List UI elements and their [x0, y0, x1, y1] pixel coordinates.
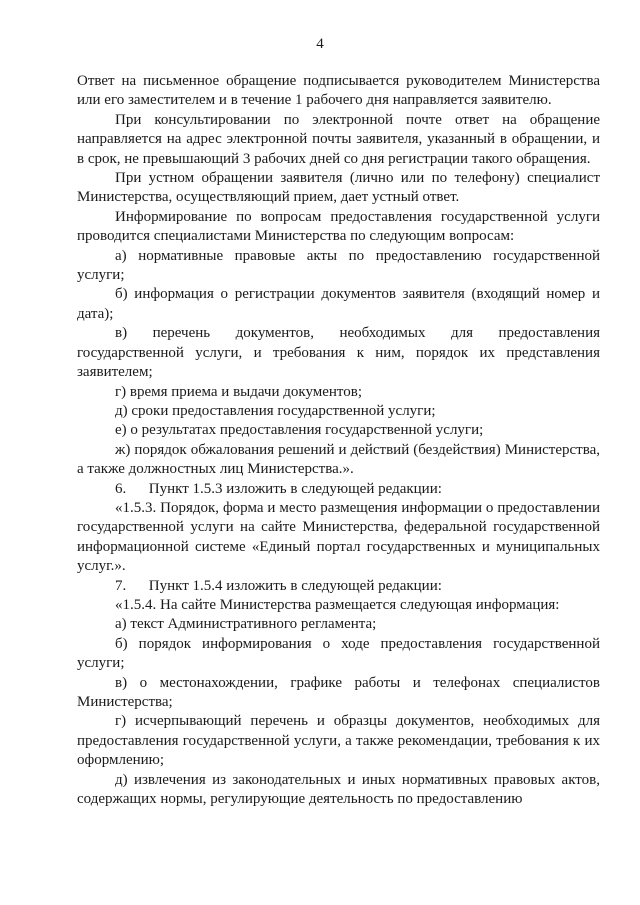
document-body [77, 72, 600, 809]
site-item-g: г) исчерпывающий перечень и образцы документов, необходимых для предоставления государственной услуги, а также рекомендации, требования к их оформлению; [77, 713, 600, 769]
site-item-a: а) текст Административного регламента; [115, 616, 377, 633]
paragraph-3: При устном обращении заявителя (лично или по телефону) специалист Министерства, осуществляющий прием, дает устный ответ. [77, 170, 600, 206]
paragraph-4: Информирование по вопросам предоставления государственной услуги проводится специалистами Министерства по следующим вопросам: [77, 208, 600, 245]
numbered-item-7: 7. Пункт 1.5.4 изложить в следующей редакции: [115, 577, 442, 594]
clause-1-5-3: «1.5.3. Порядок, форма и место размещения информации о предоставлении государственной услуги на сайте Министерства, федеральной государственной информационной системе «Единый портал государственных и муниципальных услуг.». [77, 499, 600, 575]
site-item-b: б) порядок информирования о ходе предоставления государственной услуги; [77, 635, 600, 672]
site-item-d: д) извлечения из законодательных и иных нормативных правовых актов, содержащих нормы, регулирующие деятельность по предоставлению [77, 771, 600, 808]
list-item-d: д) сроки предоставления государственной услуги; [115, 402, 436, 419]
paragraph-1: Ответ на письменное обращение подписывается руководителем Министерства или его заместителем и в течение 1 рабочего дня направляется заявителю. [77, 73, 600, 109]
list-item-a: а) нормативные правовые акты по предоставлению государственной услуги; [77, 247, 600, 284]
list-item-v: в) перечень документов, необходимых для предоставления государственной услуги, и требования к ним, порядок их представления заявителем; [77, 325, 600, 381]
page-number: 4 [316, 36, 324, 52]
list-item-b: б) информация о регистрации документов заявителя (входящий номер и дата); [77, 286, 600, 322]
list-item-zh: ж) порядок обжалования решений и действий (бездействия) Министерства, а также должностных лиц Министерства.». [77, 441, 600, 478]
numbered-item-6: 6. Пункт 1.5.3 изложить в следующей редакции: [115, 480, 442, 497]
paragraph-2: При консультировании по электронной почте ответ на обращение направляется на адрес электронной почты заявителя, указанный в обращении, и в срок, не превышающий 3 рабочих дней со дня регистрации такого обращения. [77, 111, 600, 167]
list-item-g: г) время приема и выдачи документов; [115, 383, 363, 400]
list-item-e: е) о результатах предоставления государственной услуги; [115, 422, 484, 439]
site-item-v: в) о местонахождении, графике работы и телефонах специалистов Министерства; [77, 674, 600, 710]
clause-1-5-4: «1.5.4. На сайте Министерства размещается следующая информация: [115, 596, 560, 613]
